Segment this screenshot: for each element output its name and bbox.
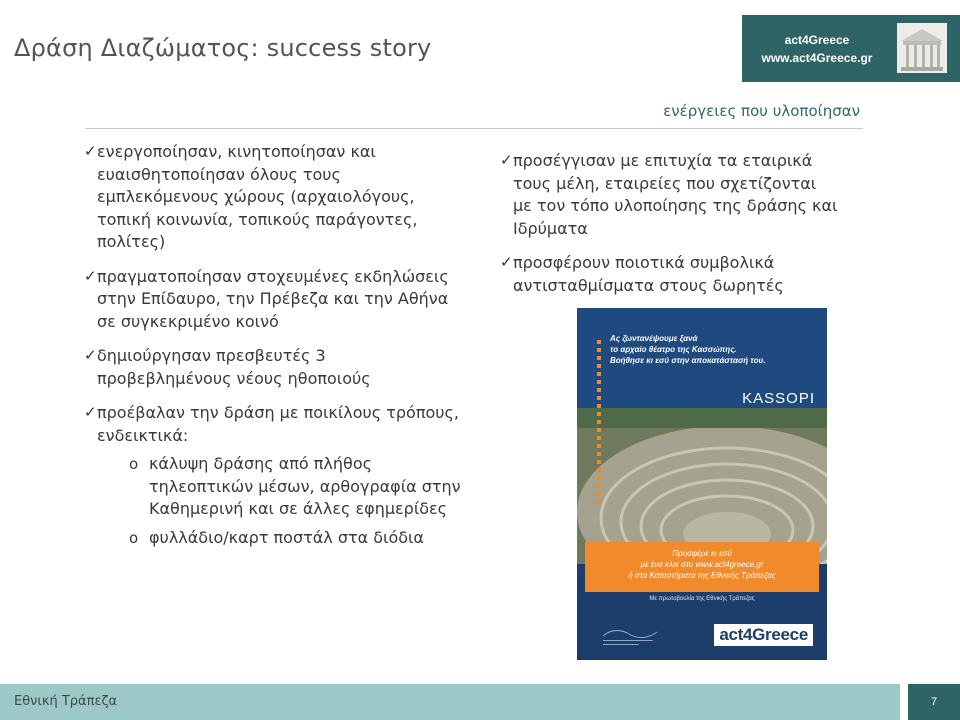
left-column: [84, 141, 464, 561]
poster-headline-line: Ας ζωντανέψουμε ξανά: [610, 334, 698, 343]
poster-offer-text: [585, 548, 819, 581]
list-item: [500, 252, 840, 297]
sub-list-item: [129, 527, 464, 550]
list-item: [84, 402, 464, 549]
orange-dots: [597, 340, 601, 508]
right-column: [500, 150, 840, 309]
sub-bullet-text: φυλλάδιο/καρτ ποστάλ στα διόδια: [149, 527, 424, 547]
footer-text: Εθνική Τράπεζα: [14, 694, 118, 709]
act4greece-logo: act4Greece: [714, 624, 813, 646]
list-item: [84, 266, 464, 334]
brand-url: www.act4Greece.gr: [761, 51, 873, 65]
circle-bullet-icon: o: [129, 528, 139, 547]
poster-place-name: KASSOPI: [742, 390, 815, 407]
page-number: 7: [908, 684, 960, 720]
building-thumbnail: [897, 23, 947, 73]
slide-title: Δράση Διαζώματος: success story: [14, 34, 432, 62]
poster-headline-line: το αρχαίο θέατρο της Κασσώπης.: [610, 345, 737, 354]
bullet-text: ενεργοποίησαν, κινητοποίησαν και ευαισθητοποίησαν όλους τους εμπλεκόμενους χώρους (αρχαιολόγους, τοπική κοινωνία, τοπικούς παράγοντες, πολίτες): [97, 142, 418, 251]
poster-headline-line: Βοήθησε κι εσύ στην αποκατάστασή του.: [610, 356, 766, 365]
poster-offer-band: [585, 542, 819, 592]
list-item: [84, 141, 464, 254]
checkmark-icon: ✓: [84, 346, 97, 364]
checkmark-icon: ✓: [500, 151, 513, 169]
checkmark-icon: ✓: [500, 253, 513, 271]
sub-bullet-text: κάλυψη δράσης από πλήθος τηλεοπτικών μέσων, αρθογραφία στην Καθημερινή και σε άλλες εφημερίδες: [149, 454, 461, 518]
checkmark-icon: ✓: [84, 403, 97, 421]
brand-text: [742, 31, 892, 67]
divider: [85, 128, 863, 129]
poster-offer-line: ή στα Καταστήματα της Εθνικής Τράπεζας: [628, 571, 776, 580]
bullet-text: προσφέρουν ποιοτικά συμβολικά αντισταθμίσματα στους δωρητές: [513, 253, 784, 295]
brand-name: act4Greece: [784, 33, 850, 47]
sub-list-item: [129, 453, 464, 521]
bullet-text: πραγματοποίησαν στοχευμένες εκδηλώσεις στην Επίδαυρο, την Πρέβεζα και την Αθήνα σε συγκεκριμένο κοινό: [97, 266, 449, 331]
circle-bullet-icon: o: [129, 455, 139, 473]
checkmark-icon: ✓: [84, 142, 97, 160]
poster-headline: [610, 333, 810, 366]
footer-bar: [0, 684, 900, 720]
poster-small-logo: [595, 618, 665, 648]
campaign-poster: [577, 308, 827, 660]
brand-box: [742, 15, 960, 82]
list-item: [84, 345, 464, 390]
bullet-text: προέβαλαν την δράση με ποικίλους τρόπους, ενδεικτικά:: [97, 403, 459, 445]
bullet-text: δημιούργησαν πρεσβευτές 3 προβεβλημένους νέους ηθοποιούς: [97, 346, 371, 388]
checkmark-icon: ✓: [84, 266, 97, 285]
poster-offer-line: Προσφέρε κι εσύ: [672, 549, 732, 558]
list-item: [500, 150, 840, 240]
poster-note: Με πρωτοβουλία της Εθνικής Τράπεζας: [649, 596, 755, 602]
section-subtitle: ενέργειες που υλοποίησαν: [663, 102, 860, 120]
poster-offer-line: με ένα κλικ στο www.act4greece.gr: [640, 560, 764, 569]
theatre-photo: [577, 408, 827, 564]
bullet-text: προσέγγισαν με επιτυχία τα εταιρικά τους μέλη, εταιρείες που σχετίζονται με τον τόπο υλοποίησης της δράσης και Ιδρύματα: [513, 151, 838, 238]
